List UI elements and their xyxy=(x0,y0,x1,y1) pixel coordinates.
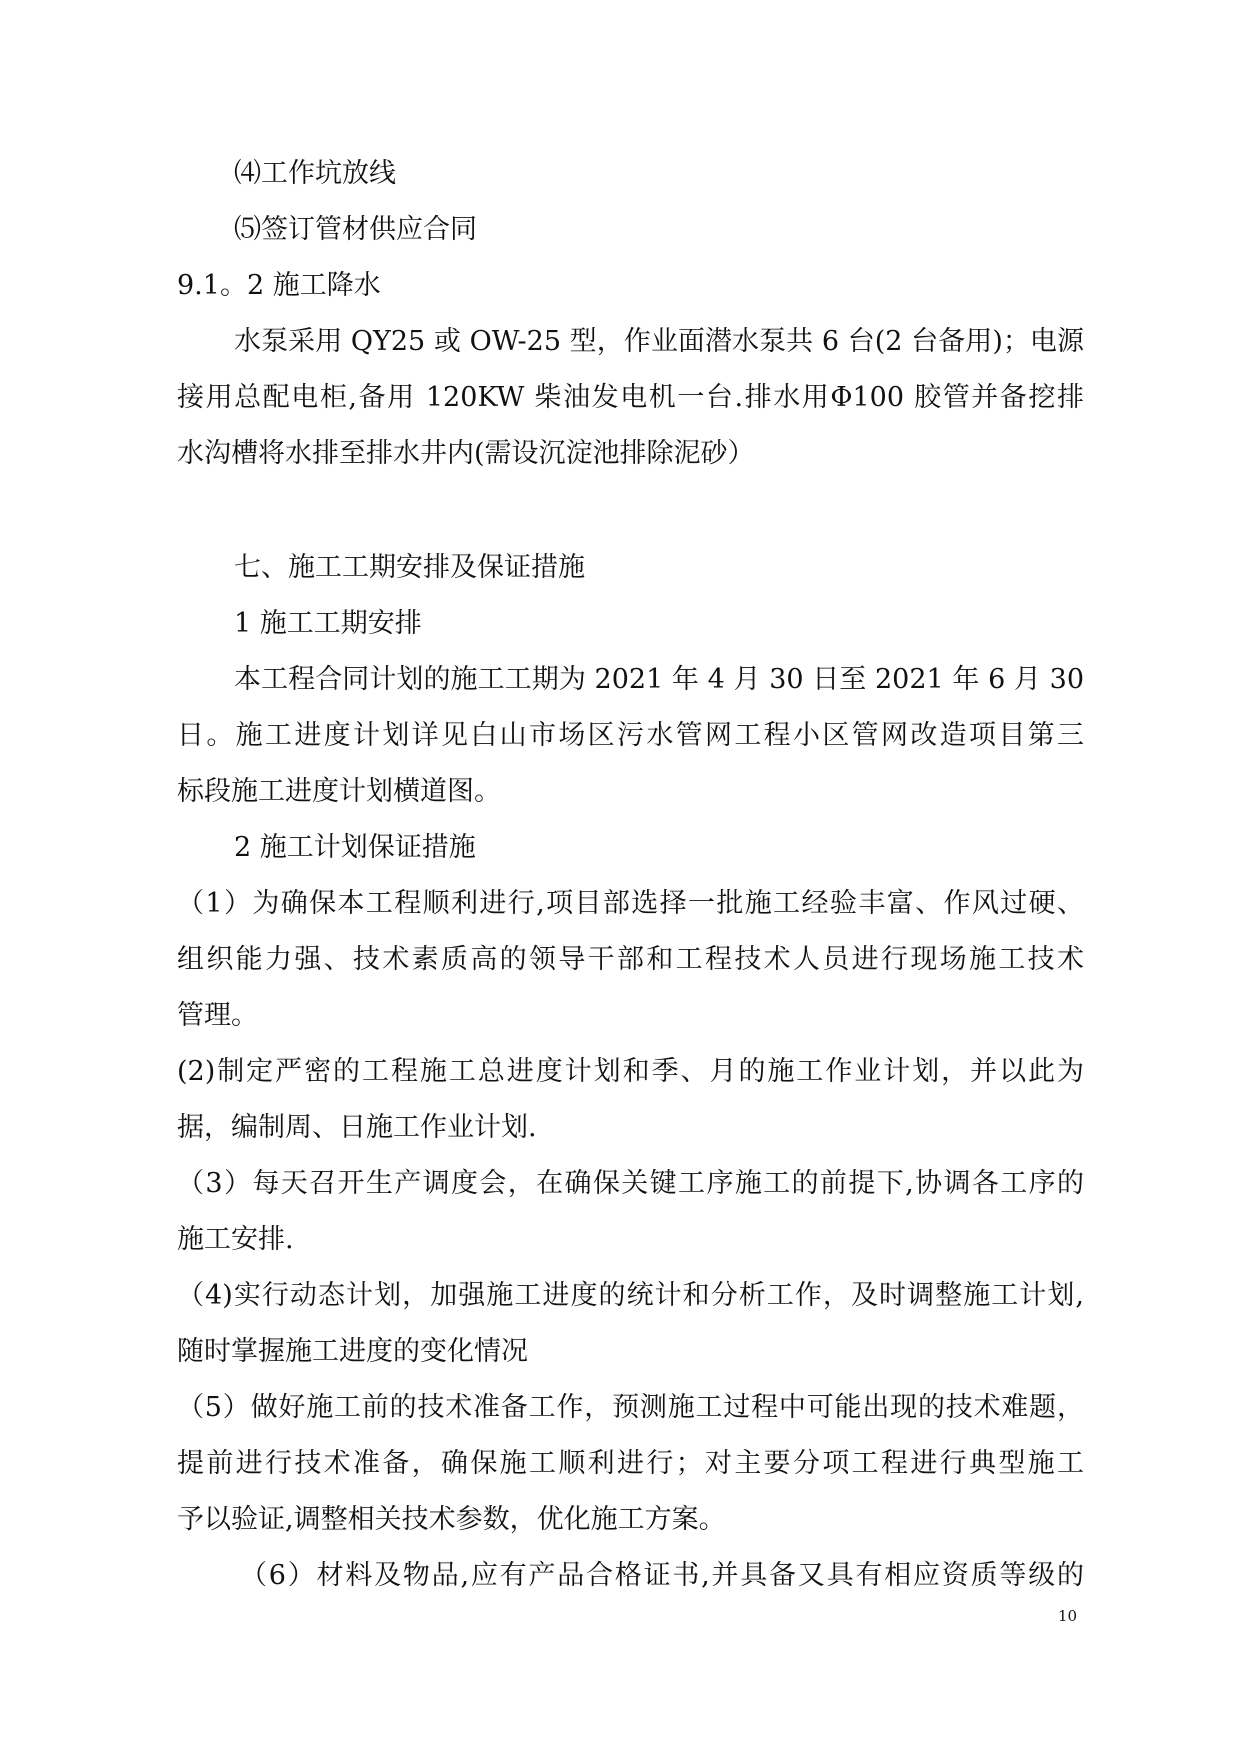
text-line: 施工安排. xyxy=(177,1224,294,1255)
section-heading: 9.1。2 施工降水 xyxy=(177,270,381,301)
text-line: 随时掌握施工进度的变化情况 xyxy=(177,1336,528,1367)
text-line: 日。施工进度计划详见白山市场区污水管网工程小区管网改造项目第三 xyxy=(177,720,1084,751)
text-line: 提前进行技术准备，确保施工顺利进行；对主要分项工程进行典型施工 xyxy=(177,1448,1084,1479)
text-line: 予以验证,调整相关技术参数，优化施工方案。 xyxy=(177,1504,726,1535)
text-line: （3）每天召开生产调度会，在确保关键工序施工的前提下,协调各工序的 xyxy=(177,1168,1084,1199)
text-line: （4)实行动态计划，加强施工进度的统计和分析工作，及时调整施工计划, xyxy=(177,1280,1084,1311)
text-line: ⑷工作坑放线 xyxy=(234,158,396,189)
text-line: 管理。 xyxy=(177,1000,258,1031)
text-line: 标段施工进度计划横道图。 xyxy=(177,776,501,807)
page-number: 10 xyxy=(1058,1607,1078,1625)
text-line: 水沟槽将水排至排水井内(需设沉淀池排除泥砂） xyxy=(177,438,755,469)
text-line: 本工程合同计划的施工工期为 2021 年 4 月 30 日至 2021 年 6 月 30 xyxy=(234,664,1084,695)
text-line: （6）材料及物品,应有产品合格证书,并具备又具有相应资质等级的 xyxy=(240,1560,1084,1591)
text-line: ⑸签订管材供应合同 xyxy=(234,214,477,245)
text-line: (2)制定严密的工程施工总进度计划和季、月的施工作业计划，并以此为 xyxy=(177,1056,1084,1087)
section-heading: 2 施工计划保证措施 xyxy=(234,832,476,863)
text-line: （5）做好施工前的技术准备工作，预测施工过程中可能出现的技术难题， xyxy=(177,1392,1084,1423)
text-line: 接用总配电柜,备用 120KW 柴油发电机一台.排水用Φ100 胶管并备挖排 xyxy=(177,382,1084,413)
section-heading: 1 施工工期安排 xyxy=(234,608,422,639)
text-line: （1）为确保本工程顺利进行,项目部选择一批施工经验丰富、作风过硬、 xyxy=(177,888,1084,919)
text-line: 水泵采用 QY25 或 OW-25 型，作业面潜水泵共 6 台(2 台备用)；电源 xyxy=(234,326,1084,357)
text-line: 组织能力强、技术素质高的领导干部和工程技术人员进行现场施工技术 xyxy=(177,944,1084,975)
chapter-heading: 七、施工工期安排及保证措施 xyxy=(234,552,585,583)
text-line: 据，编制周、日施工作业计划. xyxy=(177,1112,537,1143)
